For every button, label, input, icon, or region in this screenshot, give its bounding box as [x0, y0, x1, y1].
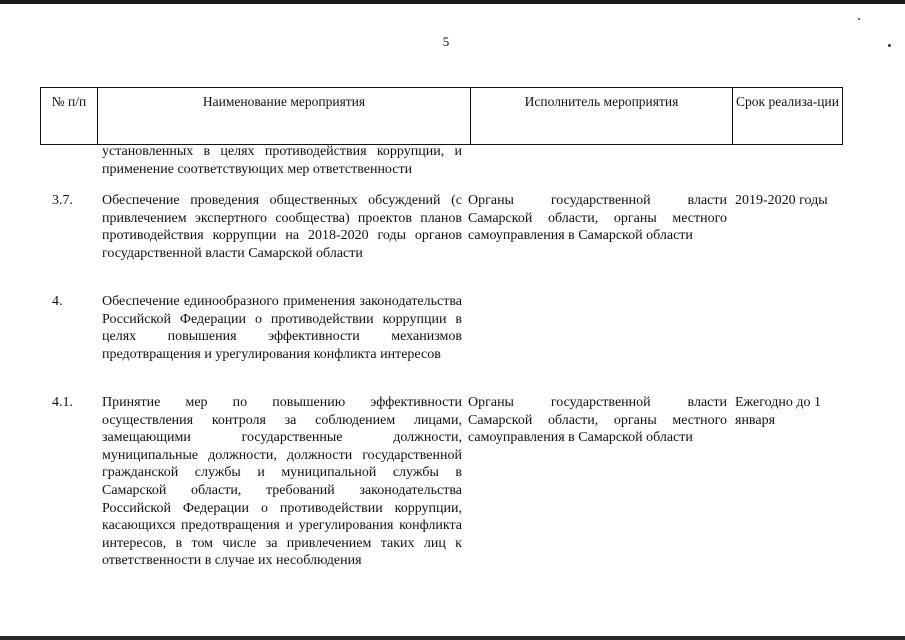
- row-3-7-name: Обеспечение проведения общественных обсуждений (с привлечением экспертного сообщества) проектов планов противодействия коррупции на 2018-2020 годы органов государственной власти Самарской области: [102, 193, 462, 261]
- header-term: Срок реализа-ции: [733, 88, 843, 145]
- row-4-name: Обеспечение единообразного применения законодательства Российской Федерации о противодействии коррупции в целях повышения эффективности механизмов предотвращения и урегулирования конфликта интересов: [102, 294, 462, 362]
- table-header: [40, 87, 843, 145]
- scan-speck: [888, 44, 891, 47]
- row-4-number: 4.: [52, 294, 63, 309]
- row-3-7-executor: Органы государственной власти Самарской области, органы местного самоуправления в Самарской области: [468, 193, 727, 244]
- header-number: № п/п: [41, 88, 98, 145]
- scan-edge-top: [0, 0, 905, 4]
- header-executor: Исполнитель мероприятия: [471, 88, 733, 145]
- continuation-text: установленных в целях противодействия коррупции, и применение соответствующих мер ответственности: [102, 144, 462, 177]
- page-number: 5: [442, 34, 450, 49]
- row-4-1-name: Принятие мер по повышению эффективности осуществления контроля за соблюдением лицами, замещающими государственные должности, муниципальные должности, должности государственной гражданской службы и муниципальной службы в Самарской области, требований законодательства Российской Федерации о противодействии коррупции, касающихся предотвращения и урегулирования конфликта интересов, в том числе за привлечением таких лиц к ответственности в случае их несоблюдения: [102, 395, 462, 569]
- row-3-7-term: 2019-2020 годы: [735, 193, 828, 208]
- row-4-1-number: 4.1.: [52, 395, 73, 410]
- scan-edge-bottom: [0, 636, 905, 640]
- scan-speck: [858, 18, 860, 20]
- row-3-7-number: 3.7.: [52, 193, 73, 208]
- row-4-1-executor: Органы государственной власти Самарской области, органы местного самоуправления в Самарской области: [468, 395, 727, 446]
- row-4-1-term: Ежегодно до 1 января: [735, 395, 821, 428]
- header-name: Наименование мероприятия: [98, 88, 471, 145]
